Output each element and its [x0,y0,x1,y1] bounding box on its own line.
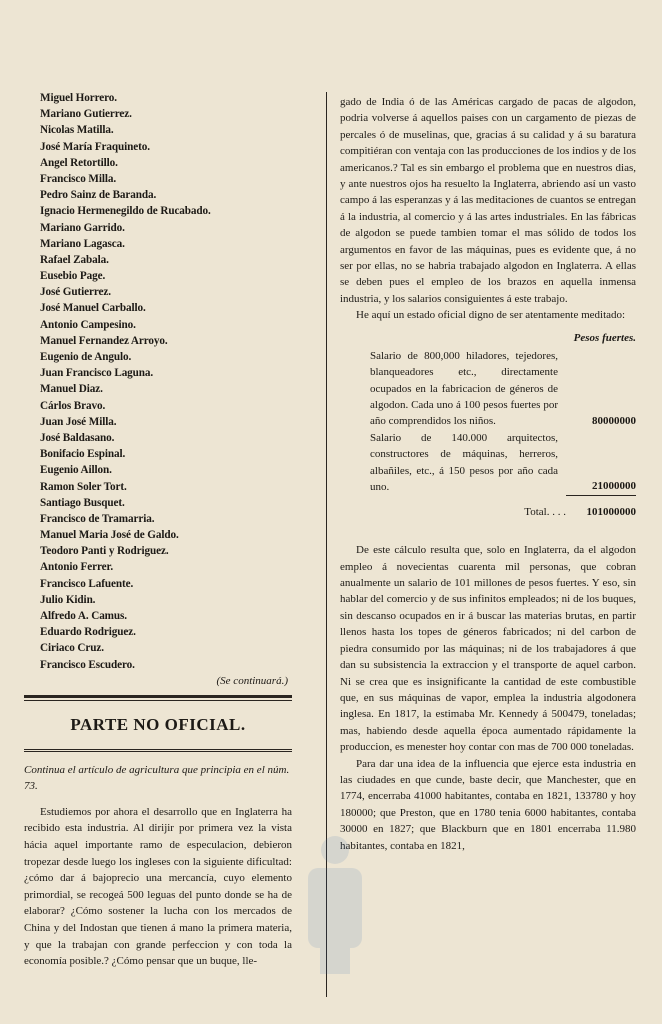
signatory-name: Francisco Escudero. [40,658,135,671]
signatory-name: Julio Kidin. [40,593,96,606]
ledger-row [340,348,636,430]
article-paragraph-1: Estudiemos por ahora el desarrollo que en Inglaterra ha recibido esta industria. Al dirijir por primera vez la vista hácia aquel importante ramo de especulacion, debieron tropezar desde luego los ingleses con la siguiente dificultad: ¿cómo dar á bajoprecio una mercancía, cuyo elemento primordial, se recogeá 500 leguas del punto donde se ha de elaborar? ¿Cómo sostener la lucha con los mercados de China y del Indostan que tienen á mano la primera materia, y que la trabajan con grande perfeccion y con toda la economía posible.? ¿Cómo pensar que un buque, lle- [24,805,292,968]
signatory-name: Ciriaco Cruz. [40,642,104,655]
signatory-name: Miguel Horrero. [40,92,117,104]
signatory-name: Eusebio Page. [40,270,106,283]
signatory-name: Mariano Garrido. [40,221,125,234]
signatory-name: Bonifacio Espinal. [40,448,126,461]
signatory-name: Eduardo Rodriguez. [40,626,136,639]
left-column [24,90,292,970]
signatory-name: Nicolas Matilla. [40,124,114,137]
signatory-name: Rafael Zabala. [40,253,109,266]
signatory-name: Pedro Sainz de Baranda. [40,189,157,202]
signatory-name: Cárlos Bravo. [40,399,106,412]
signatories-list [24,90,292,673]
signatory-name: Teodoro Panti y Rodriguez. [40,545,169,558]
ledger-description: Salario de 800,000 hiladores, tejedores, blanqueadores etc., directamente ocupados en la fabricacion de géneros de algodon. Cada uno á 100 pesos fuertes por año comprendidos los niños. [370,349,558,428]
ledger-total-row [340,495,636,520]
signatory-name: Antonio Campesino. [40,318,136,331]
title-divider [24,749,292,752]
signatory-name: José Baldasano. [40,431,115,444]
ledger-row [340,430,636,496]
right-column [340,94,636,854]
signatory-name: Ignacio Hermenegildo de Rucabado. [40,205,211,218]
article-paragraph-4: De este cálculo resulta que, solo en Inglaterra, da el algodon empleo á novecientas cuarenta mil personas, que cobran anualmente un salario de 101 millones de pesos fuertes. Y eso, sin hablar del comercio y de sus infinitos empleados; ni de los buques, sin descanso ocupados en ir á buscar las materias brutas, en partir llenos hasta los topes de géneros fabricados; ni del carbon de piedra consumido por las máquinas; ni de los trabajadores á que dan su subsistencia la extraccion y el transporte de aquel carbon. Ni se crea que es insignificante la cantidad de este combustible que, en sus máquinas de vapor, emplea la industria algodonera inglesa. En 1817, la estimaba Mr. Kennedy á 500479, toneladas; mas, habiendo desde aquella época aumentado rápidamente la produccion, es menester hoy contar con mas de 700 000 toneladas. [340,544,636,754]
ledger-total-label: Total. . . . [524,505,566,518]
ledger-heading: Pesos fuertes. [573,331,636,344]
salary-ledger [340,348,636,521]
continuation-note: (Se continuará.) [216,674,288,687]
signatory-name: Manuel Maria José de Galdo. [40,529,179,542]
article-paragraph-5: Para dar una idea de la influencia que ejerce esta industria en las ciudades en que cunde, baste decir, que Manchester, que en 1774, encerraba 41000 habitantes, contaba en 1821, 133780 y hoy 180000; que Preston, que en 1780 tenia 6000 habitantes, contaba 30000 en 1827; que Blackburn que en 1801 encerraba 11.980 habitantes, contaba en 1821, [340,757,636,852]
signatory-name: Santiago Busquet. [40,496,125,509]
signatory-name: Francisco Milla. [40,172,117,185]
ledger-description: Salario de 140.000 arquitectos, constructores de máquinas, herreros, albañiles, etc., á 150 pesos por año cada uno. [370,431,558,493]
signatory-name: Francisco de Tramarria. [40,512,155,525]
signatory-name: Juan Francisco Laguna. [40,367,154,380]
section-divider [24,695,292,701]
signatory-name: José María Fraquineto. [40,140,150,153]
signatory-name: Eugenio de Angulo. [40,351,132,363]
ledger-amount: 21000000 [592,480,636,493]
signatory-name: Francisco Lafuente. [40,577,134,590]
signatory-name: Alfredo A. Camus. [40,610,127,622]
ledger-total-amount: 101000000 [566,495,636,520]
ledger-amount: 80000000 [592,415,636,428]
signatory-name: Mariano Lagasca. [40,237,125,250]
signatory-name: Angel Retortillo. [40,156,118,169]
signatory-name: Manuel Diaz. [40,383,103,396]
signatory-name: José Gutierrez. [40,286,111,299]
library-stamp-watermark [290,830,380,980]
signatory-name: Antonio Ferrer. [40,561,114,574]
signatory-name: Mariano Gutierrez. [40,108,132,121]
signatory-name: Eugenio Aillon. [40,464,112,477]
ledger-spacer [340,520,636,542]
signatory-name: Ramon Soler Tort. [40,480,127,493]
signatory-name: Manuel Fernandez Arroyo. [40,334,168,347]
signatory-name: José Manuel Carballo. [40,302,146,315]
article-paragraph-3: He aquí un estado oficial digno de ser atentamente meditado: [356,309,626,322]
article-paragraph-2: gado de India ó de las Américas cargado de pacas de algodon, podria volverse á aquellos paises con un cargamento de piezas de percales ó de muselinas, que, gracias á su calidad y á su baratura compitiéran con ventaja con las producciones de los indios y de los americanos.? Tal es sin embargo el problema que en nuestros dias, y ante nuestros ojos ha resuelto la Inglaterra, abriendo así un vasto campo á las esperanzas y á las meditaciones de cuantos se entregan á la industria, al comercio y á las artes industriales. En las fábricas de algodon se puede tambien tomar el mas sólido de todos los argumentos en favor de las máquinas, pues es evidente que, á no ser por ellas, no se habria trabajado algodon en Inglaterra. A ellas se deben pues el empleo de los brazos en aquella inmensa industria, y los salarios consiguientes á este trabajo. [340,96,637,305]
signatory-name: Juan José Milla. [40,415,117,428]
section-title: PARTE NO OFICIAL. [70,714,246,734]
article-intro: Continua el artículo de agricultura que principia en el núm. 73. [24,763,290,792]
